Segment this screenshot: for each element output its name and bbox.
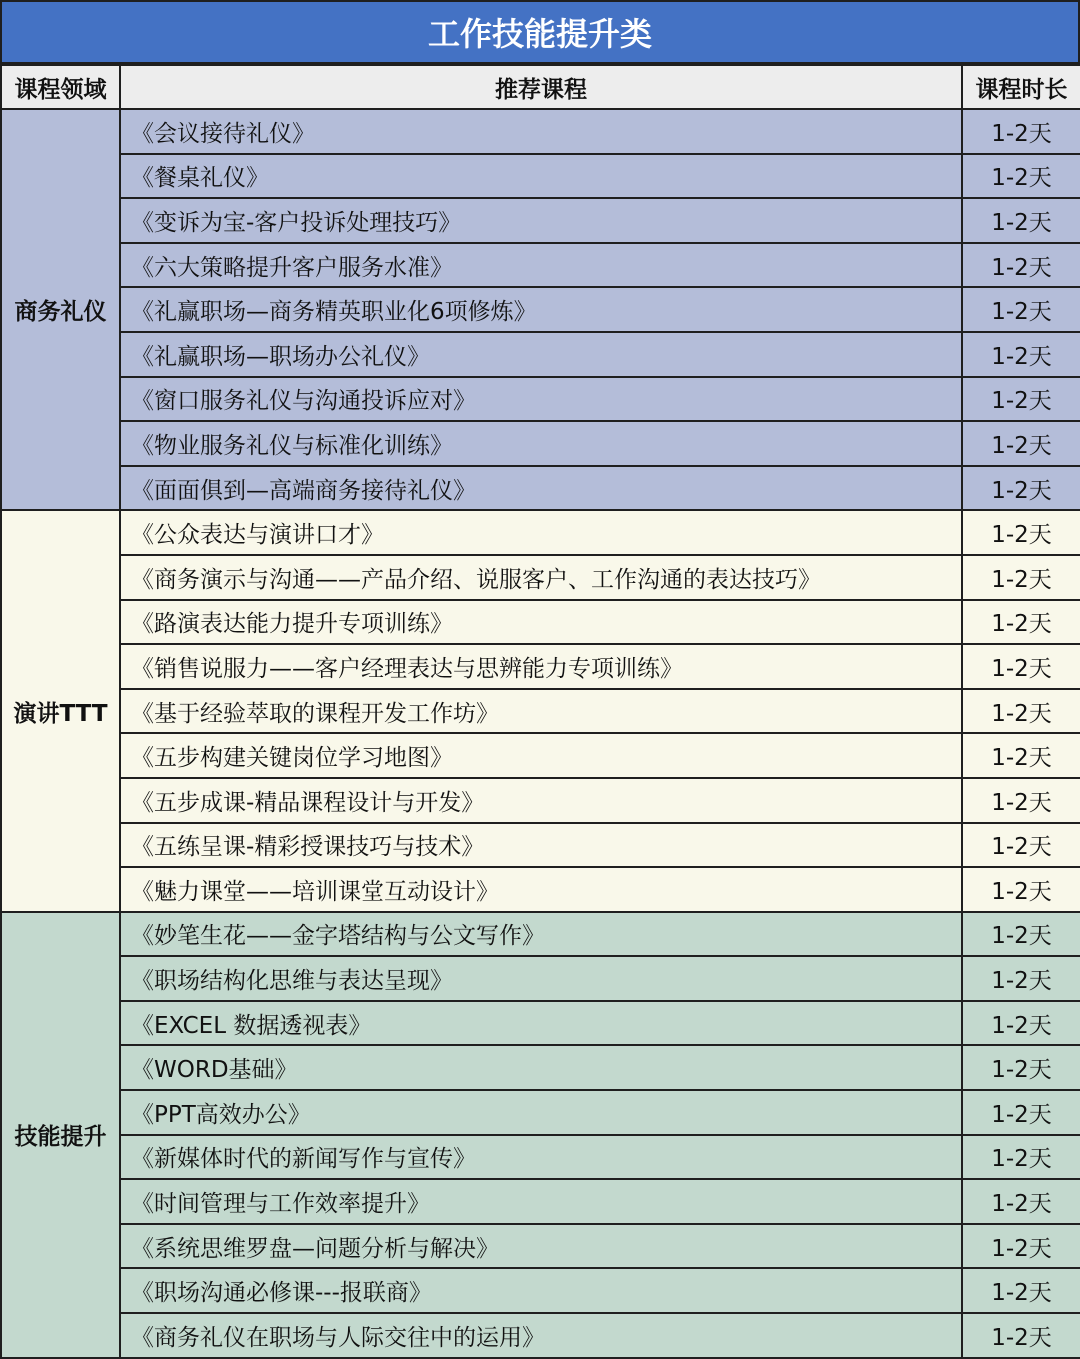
duration-cell: 1-2天 (962, 332, 1080, 377)
course-cell: 《系统思维罗盘—问题分析与解决》 (120, 1224, 962, 1269)
duration-cell: 1-2天 (962, 377, 1080, 422)
header-duration: 课程时长 (962, 65, 1080, 109)
table-row (1, 867, 1080, 912)
table-row (1, 198, 1080, 243)
table-row (1, 243, 1080, 288)
table-row (1, 1179, 1080, 1224)
course-cell: 《面面俱到—高端商务接待礼仪》 (120, 466, 962, 511)
duration-cell: 1-2天 (962, 733, 1080, 778)
duration-cell: 1-2天 (962, 1135, 1080, 1180)
table-row (1, 1135, 1080, 1180)
duration-cell: 1-2天 (962, 1179, 1080, 1224)
duration-cell: 1-2天 (962, 867, 1080, 912)
course-cell: 《五练呈课-精彩授课技巧与技术》 (120, 823, 962, 868)
course-cell: 《WORD基础》 (120, 1045, 962, 1090)
course-cell: 《魅力课堂——培训课堂互动设计》 (120, 867, 962, 912)
course-cell: 《六大策略提升客户服务水准》 (120, 243, 962, 288)
duration-cell: 1-2天 (962, 1001, 1080, 1046)
sheet-title: 工作技能提升类 (0, 0, 1080, 64)
course-cell: 《商务演示与沟通——产品介绍、说服客户、工作沟通的表达技巧》 (120, 555, 962, 600)
duration-cell: 1-2天 (962, 644, 1080, 689)
course-cell: 《职场沟通必修课---报联商》 (120, 1268, 962, 1313)
course-cell: 《礼赢职场—职场办公礼仪》 (120, 332, 962, 377)
duration-cell: 1-2天 (962, 600, 1080, 645)
table-row (1, 555, 1080, 600)
area-cell: 商务礼仪 (1, 109, 120, 510)
table-row (1, 823, 1080, 868)
duration-cell: 1-2天 (962, 243, 1080, 288)
duration-cell: 1-2天 (962, 1090, 1080, 1135)
table-row (1, 1224, 1080, 1269)
duration-cell: 1-2天 (962, 1224, 1080, 1269)
course-cell: 《物业服务礼仪与标准化训练》 (120, 421, 962, 466)
course-cell: 《餐桌礼仪》 (120, 154, 962, 199)
table-row (1, 1001, 1080, 1046)
duration-cell: 1-2天 (962, 956, 1080, 1001)
table-row (1, 644, 1080, 689)
course-cell: 《礼赢职场—商务精英职业化6项修炼》 (120, 287, 962, 332)
course-cell: 《窗口服务礼仪与沟通投诉应对》 (120, 377, 962, 422)
header-course: 推荐课程 (120, 65, 962, 109)
course-cell: 《五步构建关键岗位学习地图》 (120, 733, 962, 778)
table-row (1, 377, 1080, 422)
course-cell: 《变诉为宝-客户投诉处理技巧》 (120, 198, 962, 243)
course-cell: 《公众表达与演讲口才》 (120, 510, 962, 555)
duration-cell: 1-2天 (962, 912, 1080, 957)
course-cell: 《五步成课-精品课程设计与开发》 (120, 778, 962, 823)
duration-cell: 1-2天 (962, 778, 1080, 823)
table-row (1, 1313, 1080, 1358)
table-row (1, 109, 1080, 154)
table-row (1, 778, 1080, 823)
duration-cell: 1-2天 (962, 109, 1080, 154)
duration-cell: 1-2天 (962, 287, 1080, 332)
course-cell: 《会议接待礼仪》 (120, 109, 962, 154)
duration-cell: 1-2天 (962, 1045, 1080, 1090)
header-area: 课程领域 (1, 65, 120, 109)
duration-cell: 1-2天 (962, 154, 1080, 199)
course-cell: 《商务礼仪在职场与人际交往中的运用》 (120, 1313, 962, 1358)
table-row (1, 956, 1080, 1001)
course-cell: 《路演表达能力提升专项训练》 (120, 600, 962, 645)
table-body (1, 109, 1080, 1358)
duration-cell: 1-2天 (962, 1268, 1080, 1313)
table-row (1, 154, 1080, 199)
table-row (1, 332, 1080, 377)
course-table (0, 64, 1080, 1359)
duration-cell: 1-2天 (962, 1313, 1080, 1358)
table-row (1, 1090, 1080, 1135)
table-row (1, 510, 1080, 555)
duration-cell: 1-2天 (962, 555, 1080, 600)
table-row (1, 689, 1080, 734)
course-cell: 《EXCEL 数据透视表》 (120, 1001, 962, 1046)
table-row (1, 600, 1080, 645)
duration-cell: 1-2天 (962, 466, 1080, 511)
course-cell: 《基于经验萃取的课程开发工作坊》 (120, 689, 962, 734)
table-row (1, 421, 1080, 466)
duration-cell: 1-2天 (962, 198, 1080, 243)
table-row (1, 733, 1080, 778)
duration-cell: 1-2天 (962, 510, 1080, 555)
area-cell: 技能提升 (1, 912, 120, 1358)
area-cell: 演讲TTT (1, 510, 120, 911)
course-cell: 《妙笔生花——金字塔结构与公文写作》 (120, 912, 962, 957)
duration-cell: 1-2天 (962, 421, 1080, 466)
duration-cell: 1-2天 (962, 689, 1080, 734)
table-row (1, 466, 1080, 511)
course-cell: 《新媒体时代的新闻写作与宣传》 (120, 1135, 962, 1180)
course-cell: 《销售说服力——客户经理表达与思辨能力专项训练》 (120, 644, 962, 689)
course-cell: 《职场结构化思维与表达呈现》 (120, 956, 962, 1001)
table-row (1, 1268, 1080, 1313)
header-row (1, 65, 1080, 109)
course-cell: 《PPT高效办公》 (120, 1090, 962, 1135)
table-row (1, 287, 1080, 332)
table-row (1, 1045, 1080, 1090)
table-row (1, 912, 1080, 957)
duration-cell: 1-2天 (962, 823, 1080, 868)
course-cell: 《时间管理与工作效率提升》 (120, 1179, 962, 1224)
